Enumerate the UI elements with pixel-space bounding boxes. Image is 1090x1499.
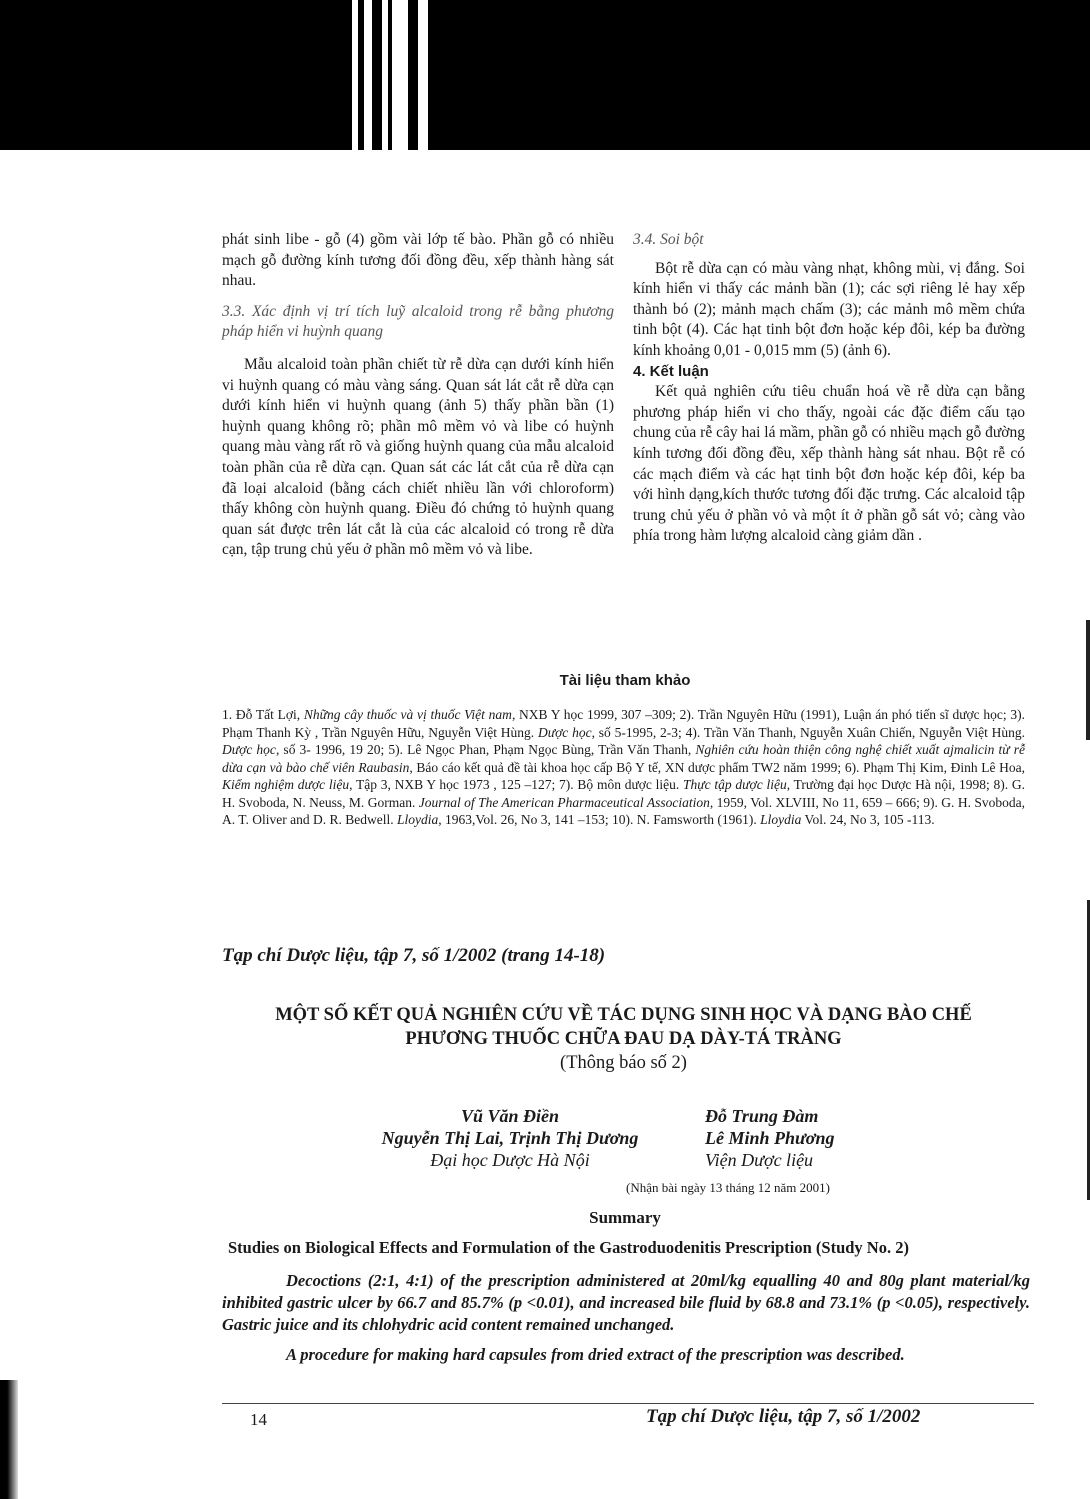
section-4-heading: 4. Kết luận: [633, 362, 709, 380]
scan-stripe: [408, 0, 418, 150]
summary-heading: Summary: [589, 1208, 661, 1227]
journal-citation: Tạp chí Dược liệu, tập 7, số 1/2002 (trang 14-18): [222, 945, 606, 966]
article-title: [222, 1003, 1025, 1075]
scan-border-top-left: [0, 0, 352, 150]
title-line-2: PHƯƠNG THUỐC CHỮA ĐAU DẠ DÀY-TÁ TRÀNG: [405, 1029, 842, 1049]
left-para-2: Mẫu alcaloid toàn phần chiết từ rễ dừa cạn dưới kính hiển vi huỳnh quang có màu vàng sáng. Quan sát lát cắt rễ dừa cạn dưới kính hiển vi huỳnh quang (ảnh 5) thấy phần bần (1) huỳnh quang không rõ; phần mô mềm vỏ và libe có huỳnh quang màu vàng rất rõ và giống huỳnh quang của mẫu alcaloid toàn phần của rễ dừa cạn. Quan sát các lát cắt của rễ dừa cạn đã loại alcaloid (bằng cách chiết nhiều lần với chloroform) thấy không còn huỳnh quang. Điều đó chứng tỏ huỳnh quang quan sát được trên lát cắt là của các alcaloid có trong rễ dừa cạn, tập trung chủ yếu ở phần mô mềm vỏ và libe.: [222, 355, 614, 559]
footer-journal: Tạp chí Dược liệu, tập 7, số 1/2002: [646, 1406, 921, 1427]
page-number: 14: [250, 1410, 267, 1429]
scan-stripe: [358, 0, 364, 150]
footer-rule: [222, 1403, 1034, 1404]
scan-stripe: [388, 0, 392, 150]
references-title: Tài liệu tham khảo: [559, 672, 691, 689]
scan-border-top-right: [428, 0, 1090, 150]
summary-body: [222, 1270, 1030, 1366]
subsection-3-4: 3.4. Soi bột: [633, 231, 704, 248]
title-line-1: MỘT SỐ KẾT QUẢ NGHIÊN CỨU VỀ TÁC DỤNG SINH HỌC VÀ DẠNG BÀO CHẾ: [275, 1005, 972, 1025]
summary-para-1: Decoctions (2:1, 4:1) of the prescription administered at 20ml/kg equalling 40 and 80g plant material/kg inhibited gastric ulcer by 66.7 and 85.7% (p <0.01), and increased bile fluid by 68.8 and 73.1% (p <0.05), respectively. Gastric juice and its chlohydric acid content remained unchanged.: [222, 1271, 1030, 1334]
scan-stripe: [372, 0, 382, 150]
author-line: Nguyễn Thị Lai, Trịnh Thị Dương: [381, 1128, 639, 1148]
references-list: 1. Đỗ Tất Lợi, Những cây thuốc và vị thuốc Việt nam, NXB Y học 1999, 307 –309; 2). Trần Nguyên Hữu (1991), Luận án phó tiến sĩ dược học; 3). Phạm Thanh Kỳ , Trần Nguyên Hữu, Nguyễn Việt Hùng. Dược học, số 5-1995, 2-3; 4). Trần Văn Thanh, Nguyễn Xuân Chiến, Nguyễn Việt Hùng. Dược học, số 3- 1996, 19 20; 5). Lê Ngọc Phan, Phạm Ngọc Bùng, Trần Văn Thanh, Nghiên cứu hoàn thiện công nghệ chiết xuất ajmalicin từ rễ dừa cạn và bào chế viên Raubasin, Báo cáo kết quả đề tài khoa học cấp Bộ Y tế, XN dược phẩm TW2 năm 1999; 6). Phạm Thị Kim, Đinh Lê Hoa, Kiểm nghiệm dược liệu, Tập 3, NXB Y học 1973 , 125 –127; 7). Bộ môn dược liệu. Thực tập dược liệu, Trường đại học Dược Hà nội, 1998; 8). G. H. Svoboda, N. Neuss, M. Gorman. Journal of The American Pharmaceutical Association, 1959, Vol. XLVIII, No 11, 659 – 666; 9). G. H. Svoboda, A. T. Oliver and D. R. Bedwell. Lloydia, 1963,Vol. 26, No 3, 141 –153; 10). N. Famsworth (1961). Lloydia Vol. 24, No 3, 105 -113.: [222, 707, 1026, 827]
affiliation-right: Viện Dược liệu: [705, 1150, 814, 1170]
author-line: Vũ Văn Điền: [460, 1106, 560, 1126]
authors-right: [705, 1105, 965, 1171]
authors-left: [370, 1105, 650, 1171]
right-para-2: Kết quả nghiên cứu tiêu chuẩn hoá về rễ dừa cạn bằng phương pháp hiển vi cho thấy, ngoài các đặc điểm cấu tạo chung của rễ cây hai lá mầm, phần gỗ có nhiều mạch gỗ đường kính tương đối đồng đều, xếp thành hàng sát nhau. Bột rễ có các mạch điểm và các hạt tinh bột đơn hoặc kép đôi, kép ba với hình dạng,kích thước tương đối đặc trưng. Các alcaloid tập trung chủ yếu ở phần vỏ và một ít ở phần gỗ sát vỏ; càng vào phía trong hàm lượng alcaloid càng giảm dần .: [633, 383, 1025, 545]
author-line: Lê Minh Phương: [705, 1128, 835, 1148]
summary-para-2: A procedure for making hard capsules from dried extract of the prescription was described.: [286, 1345, 905, 1364]
left-para-1: phát sinh libe - gỗ (4) gồm vài lớp tế bào. Phần gỗ có nhiều mạch gỗ đường kính tương đối đồng đều, xếp thành hàng sát nhau.: [222, 231, 614, 290]
summary-title: Studies on Biological Effects and Formulation of the Gastroduodenitis Prescription (Study No. 2): [228, 1238, 909, 1257]
affiliation-left: Đại học Dược Hà Nội: [430, 1150, 590, 1170]
author-line: Đỗ Trung Đàm: [705, 1106, 819, 1126]
right-column: [633, 230, 1025, 547]
scan-border-bottom-left: [0, 1380, 18, 1499]
right-para-1: Bột rễ dừa cạn có màu vàng nhạt, không mùi, vị đắng. Soi kính hiển vi thấy các mảnh bần (1); các sợi riêng lẻ hay xếp thành bó (2); mảnh mạch chấm (3); các mảnh mô mềm chứa tinh bột (4). Các hạt tinh bột đơn hoặc kép đôi, kép ba đường kính khoảng 0,01 - 0,015 mm (5) (ảnh 6).: [633, 259, 1025, 359]
left-column: [222, 230, 614, 561]
received-date: (Nhận bài ngày 13 tháng 12 năm 2001): [626, 1180, 830, 1195]
subsection-3-3: 3.3. Xác định vị trí tích luỹ alcaloid trong rễ bằng phương pháp hiển vi huỳnh quang: [222, 302, 614, 341]
title-subtitle: (Thông báo số 2): [560, 1053, 687, 1073]
